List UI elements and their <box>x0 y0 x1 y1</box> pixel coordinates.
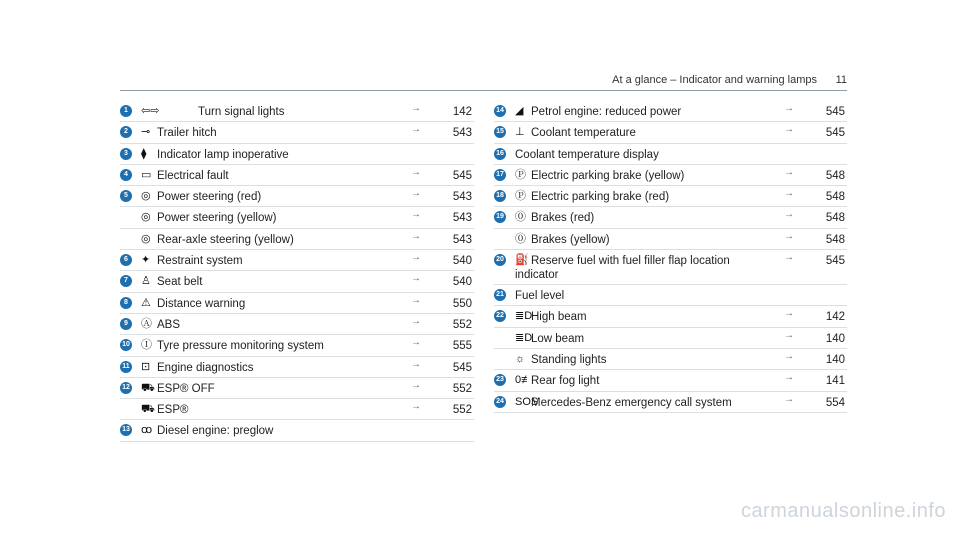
left-column <box>120 101 474 442</box>
indicator-row <box>494 207 847 228</box>
page-reference: 545 <box>452 361 472 374</box>
page-reference: 552 <box>452 318 472 331</box>
reference-arrow-icon: → <box>784 329 794 341</box>
indicator-lamp-icon: ⊡ <box>141 360 151 373</box>
indicator-row <box>120 122 474 143</box>
reference-arrow-icon: → <box>411 315 421 327</box>
indicator-row <box>120 101 474 122</box>
indicator-label: Tyre pressure monitoring system <box>157 340 324 353</box>
item-number-badge: 10 <box>120 339 132 351</box>
reference-arrow-icon: → <box>411 188 421 200</box>
indicator-row <box>494 229 847 250</box>
indicator-label: Indicator lamp inoperative <box>157 148 289 161</box>
indicator-label: Low beam <box>531 332 585 345</box>
indicator-lamp-icon: ꝏ <box>141 424 153 437</box>
item-number-badge: 19 <box>494 211 506 223</box>
page-reference: 555 <box>452 340 472 353</box>
item-number-badge: 13 <box>120 424 132 436</box>
item-number-badge: 4 <box>120 169 132 181</box>
indicator-label: Rear fog light <box>531 375 600 388</box>
item-number-badge: 5 <box>120 190 132 202</box>
item-number-badge: 11 <box>120 361 132 373</box>
reference-arrow-icon: → <box>784 188 794 200</box>
indicator-lamp-icon: ◎ <box>141 190 151 203</box>
item-number-badge: 1 <box>120 105 132 117</box>
item-number-badge: 8 <box>120 297 132 309</box>
indicator-label: Standing lights <box>531 353 607 366</box>
reference-arrow-icon: → <box>784 124 794 136</box>
indicator-label: Mercedes-Benz emergency call system <box>531 396 732 409</box>
indicator-lamp-icon: ✦ <box>141 254 151 267</box>
page-number: 11 <box>835 74 847 86</box>
page-reference: 548 <box>825 212 845 225</box>
watermark: carmanualsonline.info <box>740 500 946 522</box>
page-reference: 543 <box>452 127 472 140</box>
reference-arrow-icon: → <box>784 350 794 362</box>
indicator-label: Petrol engine: reduced power <box>531 106 682 118</box>
indicator-lamp-icon: ☼ <box>515 352 526 365</box>
indicator-lamp-icon: ♙ <box>141 275 151 288</box>
indicator-label: Turn signal lights <box>198 106 285 118</box>
indicator-lamp-icon: ≣D <box>515 331 533 344</box>
page-reference: 552 <box>452 404 472 417</box>
page-reference: 545 <box>825 127 845 140</box>
indicator-label: Electric parking brake (red) <box>531 191 670 204</box>
page-reference: 545 <box>825 106 845 118</box>
indicator-row <box>120 144 474 165</box>
indicator-row <box>120 314 474 335</box>
reference-arrow-icon: → <box>411 252 421 264</box>
reference-arrow-icon: → <box>784 103 794 114</box>
page-reference: 548 <box>825 233 845 246</box>
indicator-lamp-icon: ⧫ <box>141 147 147 160</box>
indicator-row <box>120 250 474 271</box>
indicator-lamp-icon: ⛟ <box>141 403 155 416</box>
item-number-badge: 16 <box>494 148 506 160</box>
reference-arrow-icon: → <box>411 337 421 349</box>
page-header <box>120 74 847 91</box>
reference-arrow-icon: → <box>411 358 421 370</box>
indicator-label: ABS <box>157 318 181 331</box>
reference-arrow-icon: → <box>411 273 421 285</box>
indicator-row <box>494 250 847 285</box>
page-reference: 140 <box>825 332 845 345</box>
indicator-lamp-icon: ⛽ <box>515 254 529 267</box>
indicator-lamp-icon: Ⓟ <box>515 190 526 203</box>
indicator-row <box>494 285 847 306</box>
item-number-badge: 14 <box>494 105 506 117</box>
indicator-label: Diesel engine: preglow <box>157 425 274 438</box>
indicator-label: Restraint system <box>157 255 243 268</box>
indicator-row <box>494 370 847 391</box>
page-reference: 140 <box>825 353 845 366</box>
page-reference: 540 <box>452 276 472 289</box>
reference-arrow-icon: → <box>784 166 794 178</box>
right-column <box>494 101 847 413</box>
indicator-lamp-icon: Ⓟ <box>515 168 526 181</box>
reference-arrow-icon: → <box>784 252 794 264</box>
item-number-badge: 7 <box>120 275 132 287</box>
indicator-row <box>120 357 474 378</box>
indicator-lamp-icon: Ⓐ <box>141 317 152 330</box>
indicator-row <box>120 165 474 186</box>
indicator-lamp-icon: ◎ <box>141 211 151 224</box>
page-reference: 548 <box>825 191 845 204</box>
page-reference: 545 <box>452 169 472 182</box>
indicator-lamp-icon: ◎ <box>141 232 151 245</box>
item-number-badge: 22 <box>494 310 506 322</box>
item-number-badge: 2 <box>120 126 132 138</box>
item-number-badge: 3 <box>120 148 132 160</box>
indicator-row <box>120 293 474 314</box>
indicator-label: High beam <box>531 311 587 324</box>
indicator-row <box>120 186 474 207</box>
indicator-lamp-icon: ⛟ <box>141 381 155 394</box>
indicator-label: Electric parking brake (yellow) <box>531 169 685 182</box>
indicator-label: Engine diagnostics <box>157 361 254 374</box>
indicator-row <box>120 399 474 420</box>
indicator-lamp-icon: ⚠ <box>141 296 151 309</box>
item-number-badge: 24 <box>494 396 506 408</box>
indicator-label: Distance warning <box>157 297 246 310</box>
item-number-badge: 21 <box>494 289 506 301</box>
page-reference: 141 <box>825 375 845 388</box>
reference-arrow-icon: → <box>784 230 794 242</box>
page-reference: 540 <box>452 255 472 268</box>
item-number-badge: 6 <box>120 254 132 266</box>
indicator-lamp-icon: ⓪ <box>515 211 526 224</box>
indicator-row <box>120 271 474 292</box>
header-title: At a glance – Indicator and warning lamps <box>612 74 817 86</box>
indicator-row <box>494 122 847 143</box>
indicator-lamp-icon: SOS <box>515 395 539 408</box>
reference-arrow-icon: → <box>411 166 421 178</box>
page-reference: 548 <box>825 169 845 182</box>
reference-arrow-icon: → <box>411 294 421 306</box>
indicator-row <box>120 229 474 250</box>
item-number-badge: 18 <box>494 190 506 202</box>
reference-arrow-icon: → <box>411 209 421 221</box>
indicator-lamp-icon: ≣D <box>515 310 533 323</box>
page-reference: 554 <box>825 396 845 409</box>
page-reference: 552 <box>452 382 472 395</box>
page-reference: 543 <box>452 233 472 246</box>
reference-arrow-icon: → <box>411 379 421 391</box>
page-reference: 142 <box>452 106 472 118</box>
indicator-row <box>494 349 847 370</box>
item-number-badge: 20 <box>494 254 506 266</box>
page-reference: 545 <box>825 255 845 268</box>
indicator-lamp-icon: ⇦⇨ <box>141 105 160 117</box>
reference-arrow-icon: → <box>411 103 421 114</box>
page-reference: 550 <box>452 297 472 310</box>
item-number-badge: 23 <box>494 374 506 386</box>
reference-arrow-icon: → <box>784 372 794 384</box>
indicator-row <box>494 392 847 413</box>
indicator-row <box>494 144 847 165</box>
item-number-badge: 12 <box>120 382 132 394</box>
indicator-row <box>120 378 474 399</box>
reference-arrow-icon: → <box>411 124 421 136</box>
indicator-lamp-icon: 0≢ <box>515 374 533 387</box>
indicator-label: Power steering (red) <box>157 191 262 204</box>
item-number-badge: 15 <box>494 126 506 138</box>
indicator-lamp-icon: ⓪ <box>515 232 526 245</box>
indicator-row <box>494 328 847 349</box>
indicator-lamp-icon: Ⓘ <box>141 339 152 352</box>
item-number-badge: 17 <box>494 169 506 181</box>
indicator-row <box>494 165 847 186</box>
indicator-row <box>494 101 847 122</box>
page-reference: 543 <box>452 191 472 204</box>
indicator-label: Rear-axle steering (yellow) <box>157 233 294 246</box>
indicator-label: Brakes (red) <box>531 212 595 225</box>
reference-arrow-icon: → <box>784 308 794 320</box>
indicator-row <box>120 420 474 441</box>
indicator-label: Reserve fuel with fuel filler flap location <box>531 255 730 268</box>
reference-arrow-icon: → <box>784 393 794 405</box>
indicator-label: Power steering (yellow) <box>157 212 277 225</box>
item-number-badge: 9 <box>120 318 132 330</box>
indicator-lamp-icon: ⊥ <box>515 126 525 139</box>
page-reference: 142 <box>825 311 845 324</box>
page-reference: 543 <box>452 212 472 225</box>
indicator-label-line2: indicator <box>515 269 559 282</box>
indicator-label: ESP® <box>157 404 189 417</box>
indicator-lamp-icon: ⊸ <box>141 126 151 139</box>
reference-arrow-icon: → <box>411 230 421 242</box>
indicator-label: ESP® OFF <box>157 382 215 395</box>
indicator-label: Trailer hitch <box>157 127 217 140</box>
indicator-lamp-icon: ◢ <box>515 105 524 117</box>
indicator-label: Seat belt <box>157 276 203 289</box>
indicator-label: Electrical fault <box>157 169 229 182</box>
indicator-label: Fuel level <box>515 290 565 303</box>
reference-arrow-icon: → <box>411 401 421 413</box>
reference-arrow-icon: → <box>784 209 794 221</box>
indicator-row <box>494 186 847 207</box>
indicator-label: Coolant temperature <box>531 127 636 140</box>
indicator-row <box>120 335 474 356</box>
indicator-row <box>494 306 847 327</box>
indicator-lamp-icon: ▭ <box>141 168 152 181</box>
indicator-label: Brakes (yellow) <box>531 233 610 246</box>
indicator-row <box>120 207 474 228</box>
indicator-label: Coolant temperature display <box>515 148 659 161</box>
